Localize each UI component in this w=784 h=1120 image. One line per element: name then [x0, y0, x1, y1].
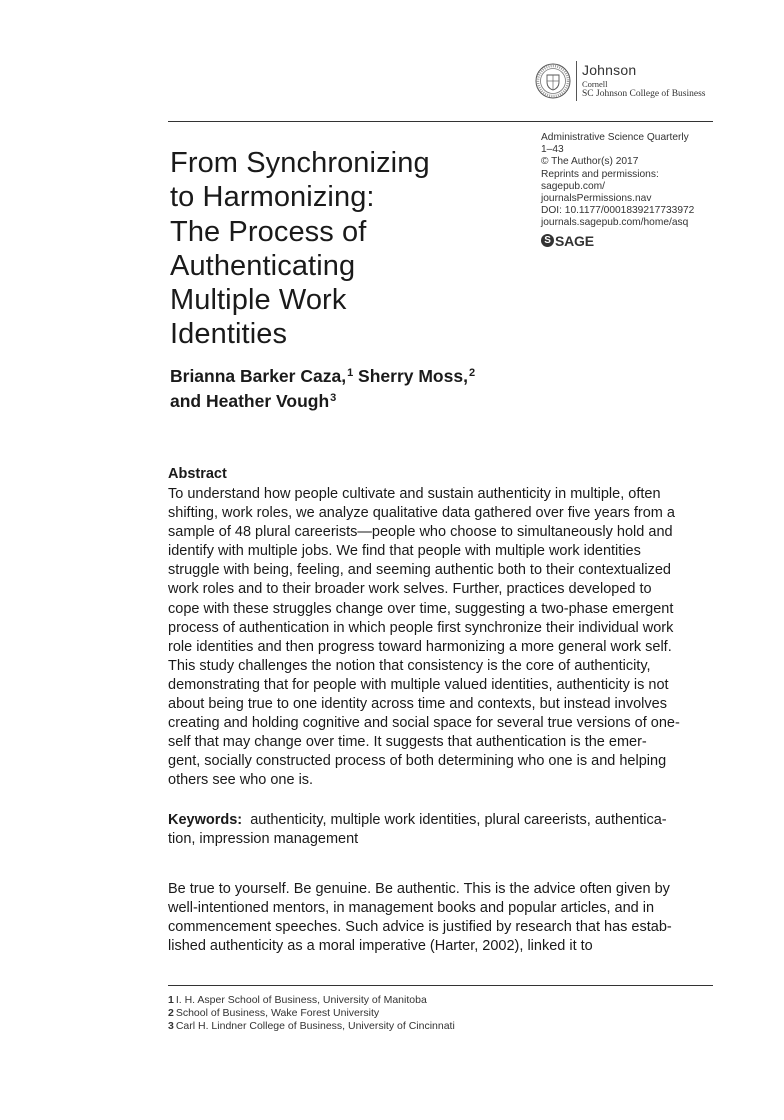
footnote-text: Carl H. Lindner College of Business, University of Cincinnati	[175, 1020, 455, 1032]
reprints-url-cont[interactable]: journalsPermissions.nav	[541, 193, 652, 205]
title-line: Multiple Work	[170, 284, 347, 317]
journal-url[interactable]: journals.sagepub.com/home/asq	[541, 217, 689, 229]
abstract-line: identify with multiple jobs. We find that people with multiple work identities	[168, 543, 641, 560]
abstract-line: work roles and to their broader work selves. Further, practices developed to	[168, 581, 652, 598]
affiliation-marker: 1	[347, 367, 354, 379]
body-line: well-intentioned mentors, in management books and popular articles, and in	[168, 900, 655, 917]
body-text	[168, 880, 728, 956]
body-line: Be true to yourself. Be genuine. Be authentic. This is the advice often given by	[168, 881, 670, 897]
journal-meta	[541, 132, 721, 249]
logo-text	[582, 63, 706, 99]
abstract-line: creating and holding cognitive and social space for several true versions of one-	[168, 715, 680, 732]
footnote-number: 1	[168, 994, 174, 1006]
author-1: Brianna Barker Caza,	[170, 366, 347, 386]
johnson-logo	[535, 58, 706, 104]
footnote-text: School of Business, Wake Forest University	[175, 1007, 380, 1019]
footnote-text: I. H. Asper School of Business, University of Manitoba	[175, 994, 427, 1006]
title-line: From Synchronizing	[170, 147, 430, 179]
abstract-line: sample of 48 plural careerists—people who choose to simultaneously hold and	[168, 524, 673, 541]
footnote-number: 3	[168, 1020, 174, 1032]
logo-divider	[576, 61, 577, 101]
affiliation-marker: 3	[330, 391, 337, 404]
reprints-url[interactable]: sagepub.com/	[541, 180, 605, 192]
keywords-text: authenticity, multiple work identities, plural careerists, authentica-	[250, 812, 667, 828]
sage-mark-icon: S	[541, 234, 554, 247]
page-range: 1–43	[541, 144, 564, 156]
logo-college: SC Johnson College of Business	[582, 88, 706, 99]
article-title	[170, 146, 500, 352]
authors	[170, 364, 590, 413]
abstract-line: To understand how people cultivate and sustain authenticity in multiple, often	[168, 486, 661, 502]
footnote	[168, 1020, 713, 1033]
keywords-text-cont: tion, impression management	[168, 831, 359, 848]
journal-name: Administrative Science Quarterly	[541, 132, 689, 143]
reprints-label: Reprints and permissions:	[541, 168, 659, 180]
abstract-line: others see who one is.	[168, 772, 314, 789]
cornell-seal-icon	[535, 63, 571, 99]
abstract-line: cope with these struggles change over time, suggesting a two-phase emergent	[168, 600, 674, 617]
abstract-line: gent, socially constructed process of both determining who one is and helping	[168, 753, 667, 770]
abstract-line: This study challenges the notion that consistency is the core of authenticity,	[168, 657, 651, 674]
keywords	[168, 811, 728, 849]
authors-line-1	[170, 364, 590, 389]
abstract-line: about being true to one identity across time and contexts, but instead involves	[168, 696, 667, 713]
logo-cornell: Cornell	[582, 79, 608, 89]
abstract-heading: Abstract	[168, 466, 227, 482]
copyright: © The Author(s) 2017	[541, 156, 639, 168]
authors-line-2	[170, 389, 590, 414]
doi[interactable]: DOI: 10.1177/0001839217733972	[541, 205, 695, 217]
abstract-line: struggle with being, feeling, and seeming authentic both to their contextualized	[168, 562, 671, 579]
title-line: Authenticating	[170, 249, 356, 282]
title-line: to Harmonizing:	[170, 181, 375, 214]
footnote	[168, 994, 713, 1007]
footnotes	[168, 994, 713, 1033]
author-3: and Heather Vough	[170, 390, 330, 411]
abstract-text	[168, 485, 728, 791]
body-line: lished authenticity as a moral imperative (Harter, 2002), linked it to	[168, 938, 593, 955]
abstract-line: demonstrating that for people with multiple valued identities, authenticity is not	[168, 676, 669, 693]
abstract-line: role identities and then progress toward harmonizing a more general work self.	[168, 638, 672, 655]
sage-wordmark: SAGE	[555, 232, 594, 249]
footnote-number: 2	[168, 1007, 174, 1019]
author-2: Sherry Moss,	[353, 366, 468, 386]
abstract-line: self that may change over time. It suggests that authentication is the emer-	[168, 734, 647, 751]
title-line: Identities	[170, 318, 288, 351]
body-line: commencement speeches. Such advice is justified by research that has estab-	[168, 919, 672, 936]
title-line: The Process of	[170, 215, 367, 248]
abstract-line: shifting, work roles, we analyze qualitative data gathered over five years from a	[168, 505, 675, 522]
keywords-line-1	[168, 811, 728, 830]
sage-logo	[541, 233, 721, 249]
abstract-line: process of authentication in which people first synchronize their individual work	[168, 619, 674, 636]
header-rule	[168, 121, 713, 122]
logo-johnson: Johnson	[582, 62, 637, 78]
keywords-label: Keywords:	[168, 812, 243, 828]
affiliation-marker: 2	[468, 367, 476, 379]
footnote	[168, 1007, 713, 1020]
footnote-rule	[168, 985, 713, 986]
